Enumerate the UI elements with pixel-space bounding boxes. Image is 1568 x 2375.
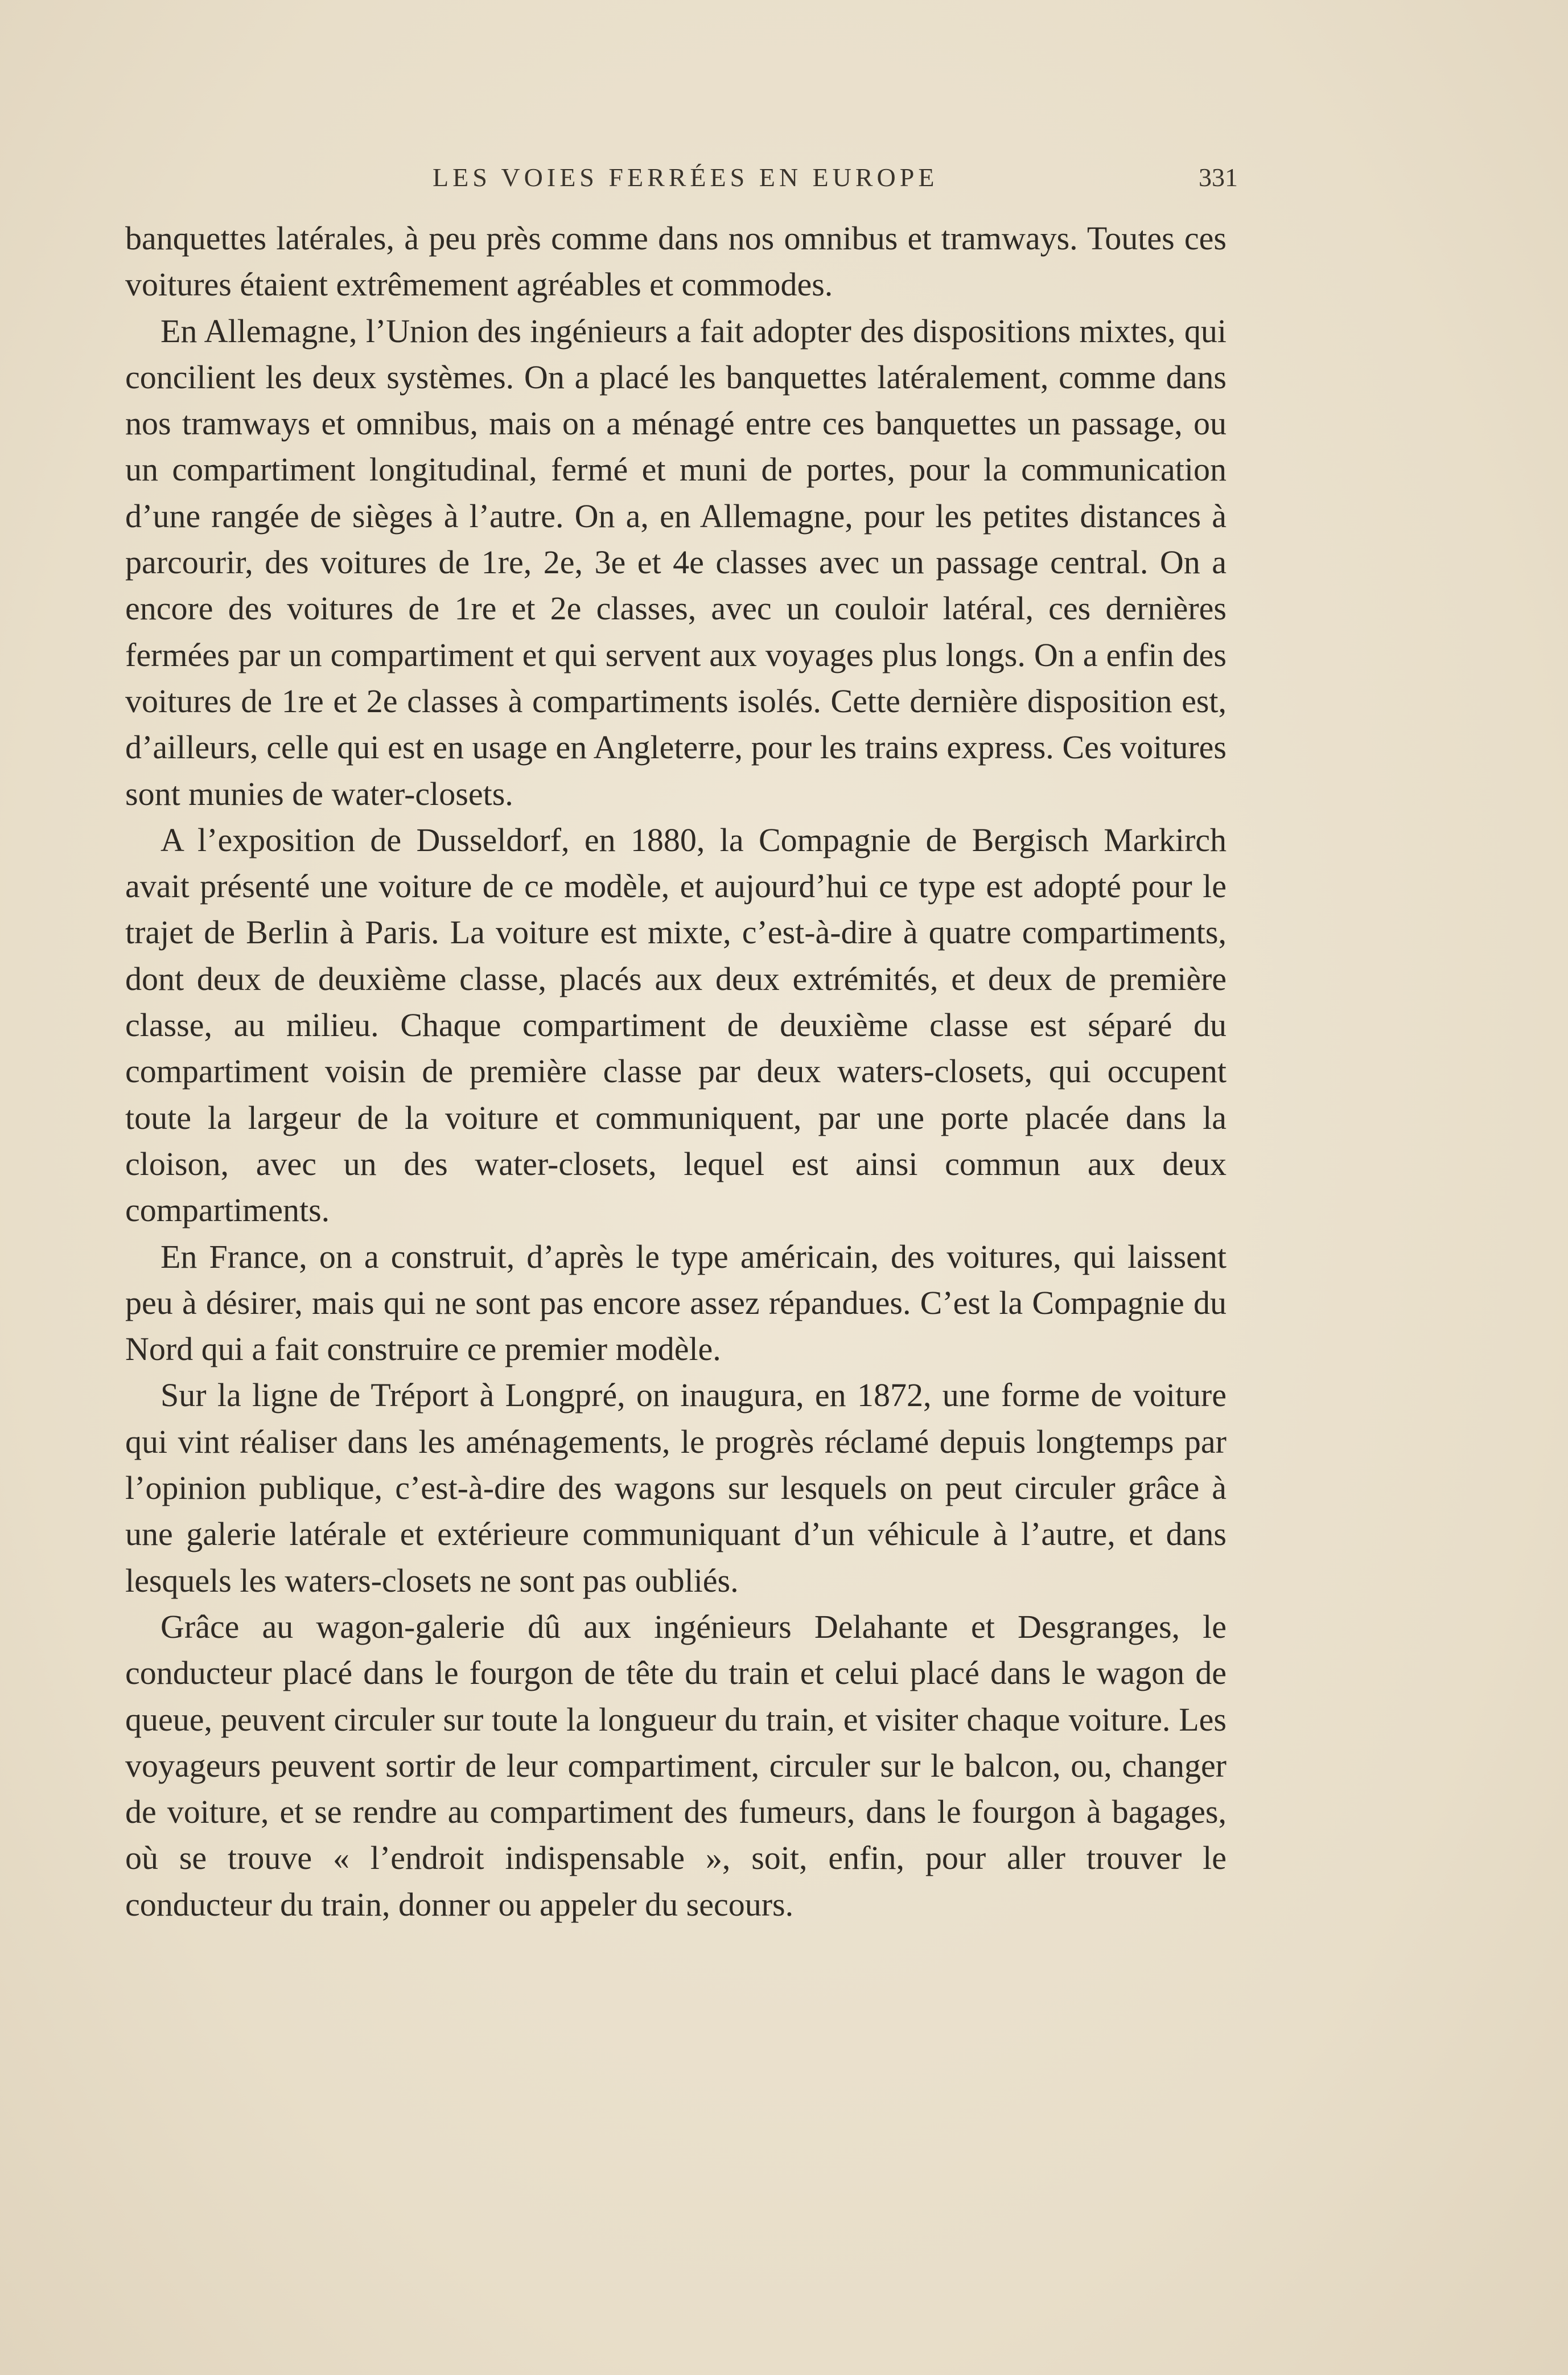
paragraph-6: Grâce au wagon-galerie dû aux ingénieurs Delahante et Desgranges, le conducteur placé dans le fourgon de tête du train et celui placé dans le wagon de queue, peuvent circuler sur toute la longueur du train, et visiter chaque voiture. Les voyageurs peuvent sortir de leur compartiment, circuler sur le balcon, ou, changer de voiture, et se rendre au compartiment des fumeurs, dans le fourgon à bagages, où se trouve « l’endroit indispensable », soit, enfin, pour aller trouver le conducteur du train, donner ou appeler du secours. [125, 1608, 1227, 1923]
paragraph-2: En Allemagne, l’Union des ingénieurs a fait adopter des dispositions mixtes, qui concilient les deux systèmes. On a placé les banquettes latéralement, comme dans nos tramways et omnibus, mais on a ménagé entre ces banquettes un passage, ou un compartiment longitudinal, fermé et muni de portes, pour la communication d’une rangée de sièges à l’autre. On a, en Allemagne, pour les petites distances à parcourir, des voitures de 1re, 2e, 3e et 4e classes avec un passage central. On a encore des voitures de 1re et 2e classes, avec un couloir latéral, ces dernières fermées par un compartiment et qui servent aux voyages plus longs. On a enfin des voitures de 1re et 2e classes à compartiments isolés. Cette dernière disposition est, d’ailleurs, celle qui est en usage en Angleterre, pour les trains express. Ces voitures sont munies de water-closets. [125, 312, 1227, 812]
body-text [125, 215, 1227, 1928]
page-number: 331 [1199, 163, 1238, 192]
paragraph-5: Sur la ligne de Tréport à Longpré, on inaugura, en 1872, une forme de voiture qui vint réaliser dans les aménagements, le progrès réclamé depuis longtemps par l’opinion publique, c’est-à-dire des wagons sur lesquels on peut circuler grâce à une galerie latérale et extérieure communiquant d’un véhicule à l’autre, et dans lesquels les waters-closets ne sont pas oubliés. [125, 1376, 1227, 1599]
paragraph-3: A l’exposition de Dusseldorf, en 1880, la Compagnie de Bergisch Markirch avait présenté une voiture de ce modèle, et aujourd’hui ce type est adopté pour le trajet de Berlin à Paris. La voiture est mixte, c’est-à-dire à quatre compartiments, dont deux de deuxième classe, placés aux deux extrémités, et deux de première classe, au milieu. Chaque compartiment de deuxième classe est séparé du compartiment voisin de première classe par deux waters-closets, qui occupent toute la largeur de la voiture et communiquent, par une porte placée dans la cloison, avec un des water-closets, lequel est ainsi commun aux deux compartiments. [125, 821, 1227, 1229]
running-header [128, 162, 1238, 196]
running-title: LES VOIES FERRÉES EN EUROPE [433, 163, 939, 192]
paragraph-1: banquettes latérales, à peu près comme dans nos omnibus et tramways. Toutes ces voitures étaient extrêmement agréables et commodes. [125, 220, 1227, 303]
paragraph-4: En France, on a construit, d’après le type américain, des voitures, qui laissent peu à désirer, mais qui ne sont pas encore assez répandues. C’est la Compagnie du Nord qui a fait construire ce premier modèle. [125, 1238, 1227, 1368]
